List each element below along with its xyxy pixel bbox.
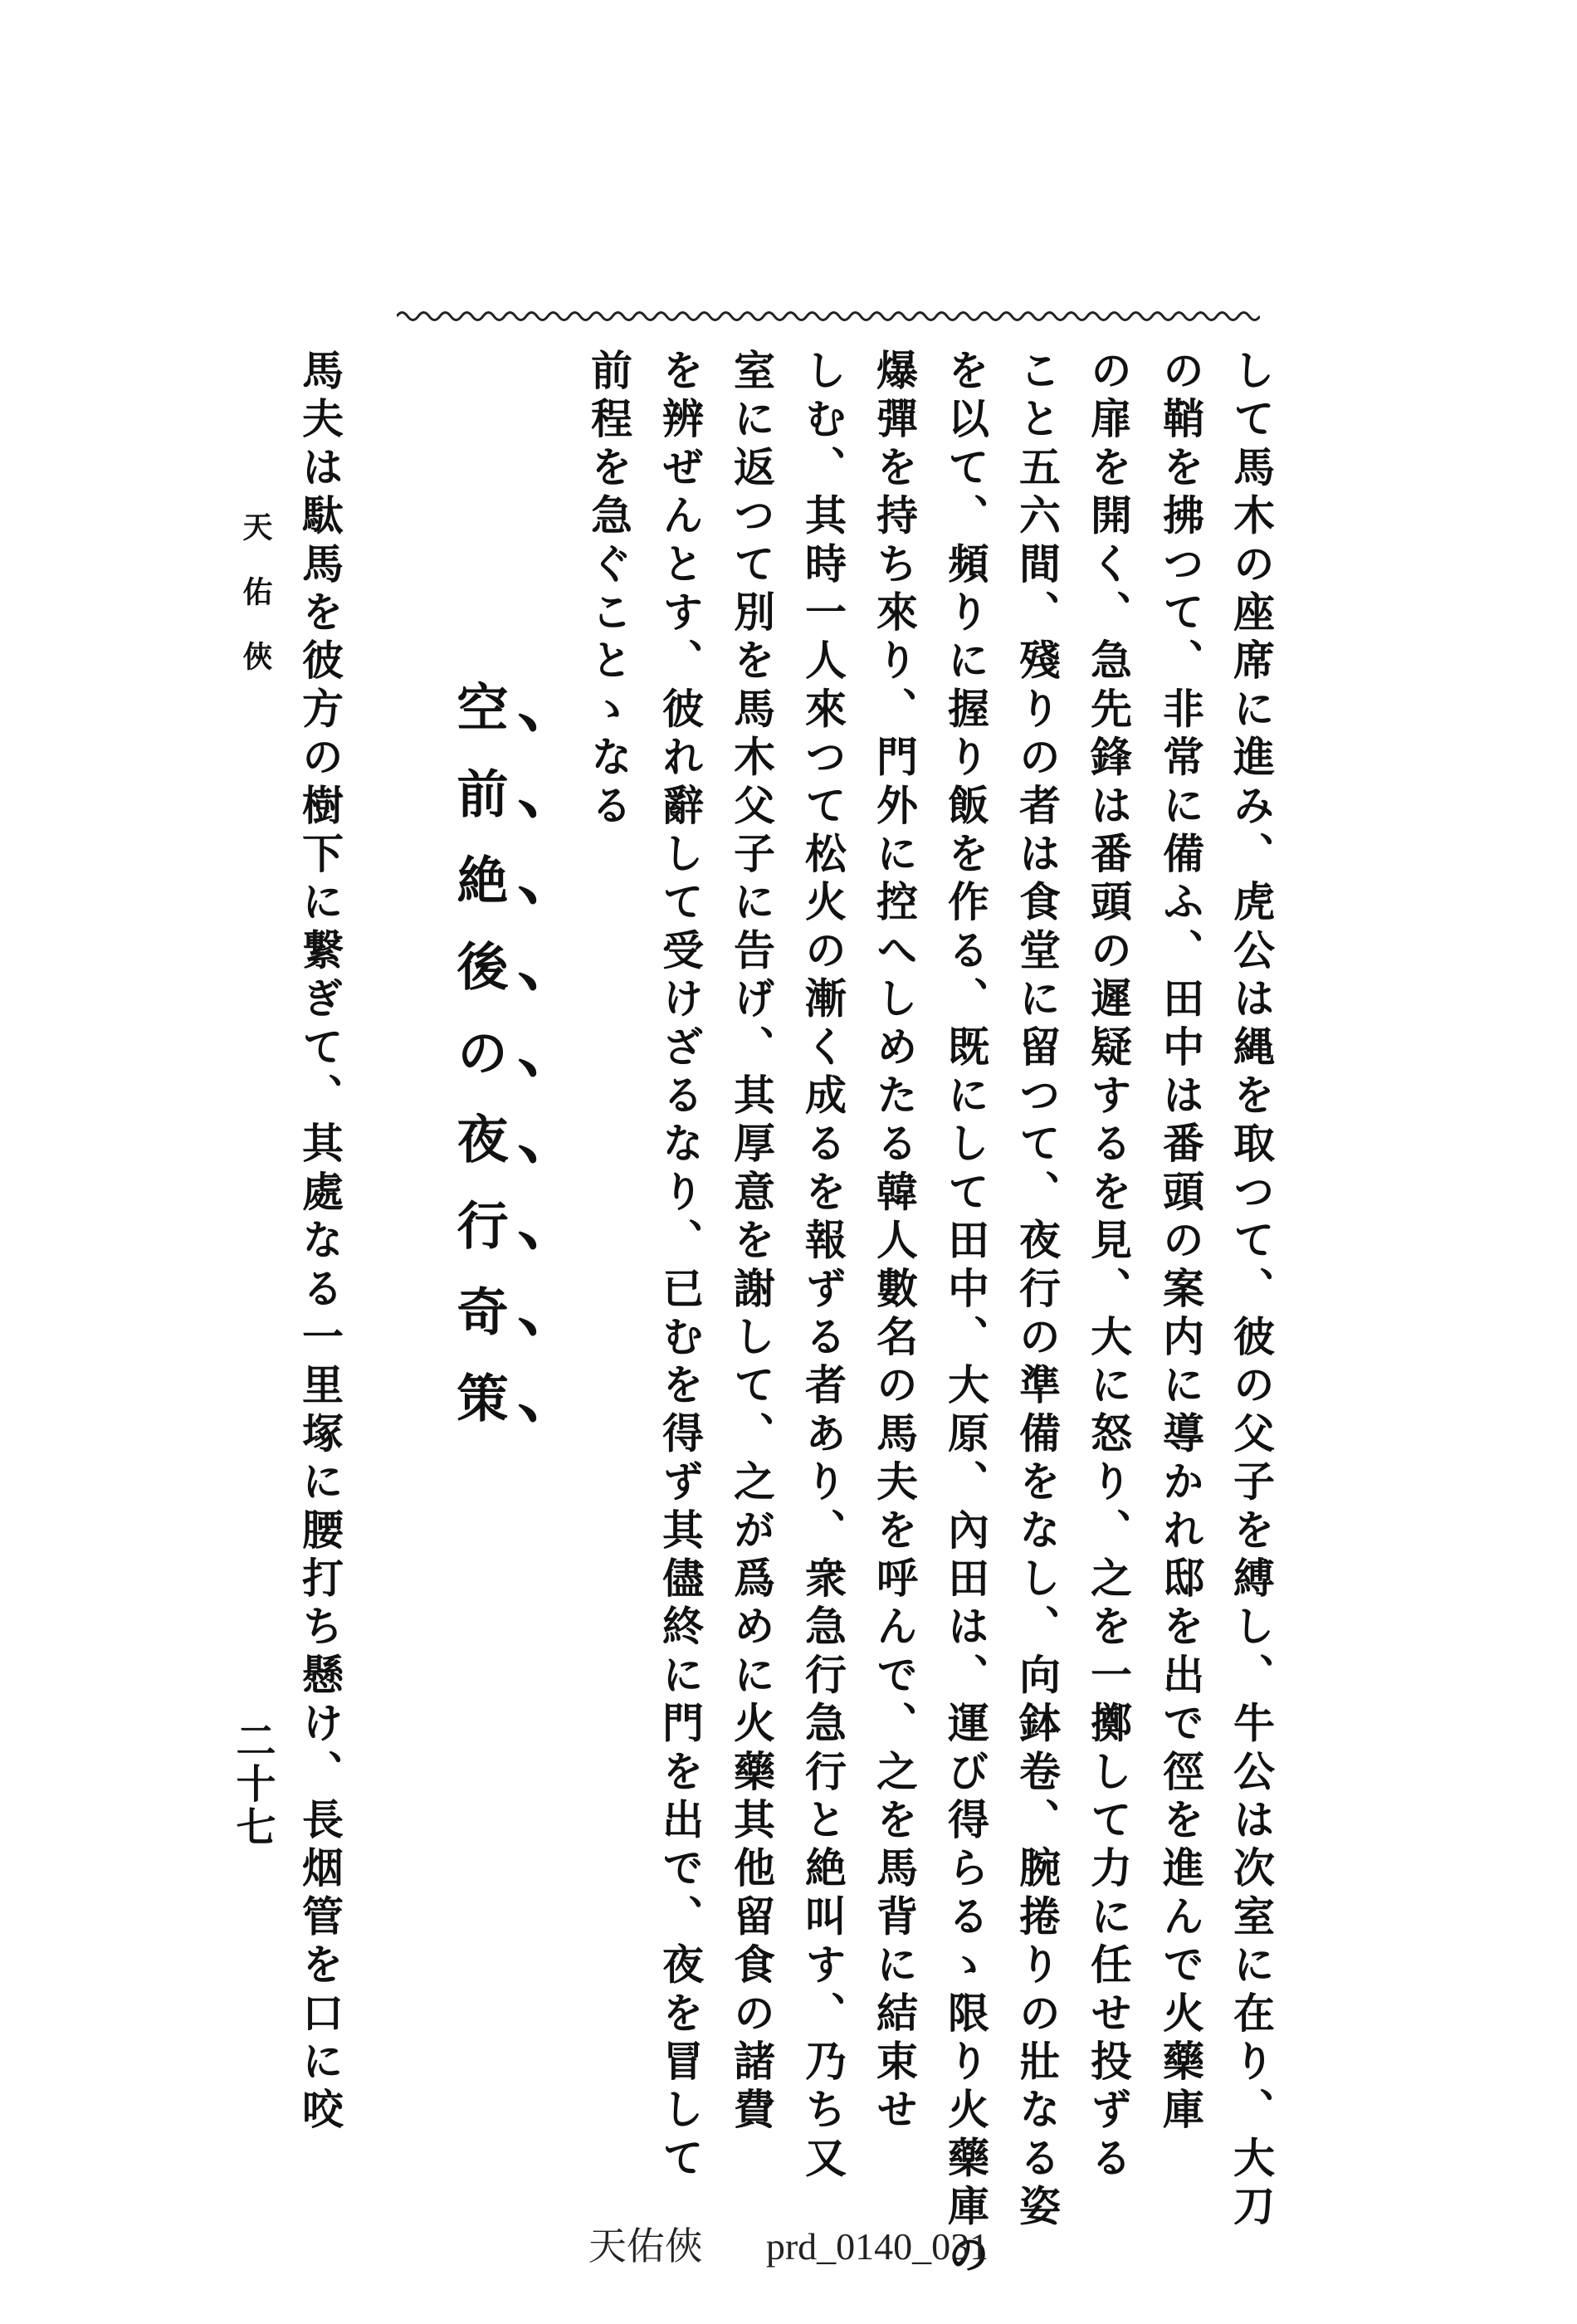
body-text-column-11: 馬夫は駄馬を彼方の樹下に繋ぎて、其處なる一里塚に腰打ち懸け、長烟管を口に咬 (295, 349, 344, 2136)
body-text-column-5: を以て、頻りに握り飯を作る、既にして田中、大原、內田は、運び得らるゝ限り火藥庫の (941, 349, 990, 2281)
footer-id: prd_0140_031 (765, 2225, 989, 2268)
body-text-column-9: を辨ぜんとす、彼れ辭して受けざるなり、已むを得ず其儘終に門を出で、夜を冒して (656, 349, 705, 2185)
running-title: 天佑俠 (238, 511, 273, 706)
body-text-column-3: の扉を開く、急先鋒は番頭の遲疑するを見、大に怒り、之を一擲して力に任せ投ずる (1084, 349, 1133, 2185)
body-text-column-2: の鞘を拂つて、非常に備ふ、田中は番頭の案内に導かれ邸を出で徑を進んで火藥庫 (1156, 349, 1205, 2136)
body-text-column-8: 室に返つて別を馬木父子に告げ、其厚意を謝して、之が爲めに火藥其他留食の諸費 (727, 349, 776, 2136)
body-text-column-1: して馬木の座席に進み、虎公は縄を取つて、彼の父子を縛し、牛公は次室に在り、大刀 (1227, 349, 1276, 2233)
section-heading: 空前絶後の夜行奇策 (448, 681, 509, 1457)
footer-title: 天佑俠 (588, 2225, 703, 2268)
wavy-divider-rule (397, 305, 1260, 327)
footer-caption (0, 2216, 1577, 2271)
body-text-column-7: しむ、其時一人來つて松火の漸く成るを報ずる者あり、衆急行急行と絶叫す、乃ち又 (798, 349, 847, 2185)
page-number: 二十七 (229, 1720, 276, 1849)
body-text-column-4: こと五六間、殘りの者は食堂に留つて、夜行の準備をなし、向鉢卷、腕捲りの壯なる姿 (1013, 349, 1062, 2233)
body-text-column-10: 前程を急ぐことゝなる (584, 349, 633, 832)
body-text-column-6: 爆彈を持ち來り、門外に控へしめたる韓人數名の馬夫を呼んで、之を馬背に結束せ (870, 349, 919, 2136)
